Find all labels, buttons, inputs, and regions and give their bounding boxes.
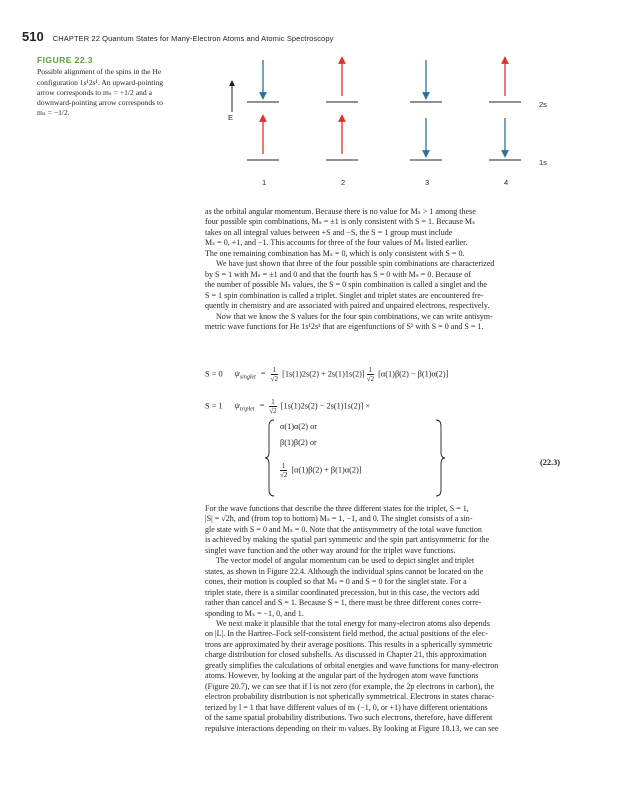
text-line: |S| = √2ħ, and (from top to bottom) Mₛ = 1, −1, and 0. The singlet consists of a sin-: [205, 514, 473, 524]
text-line: as the orbital angular momentum. Because there is no value for Mₛ > 1 among these: [205, 207, 476, 216]
text-line: of the same spatial probability distributions. Two such electrons, therefore, have different: [205, 713, 493, 723]
spatial-part: [1s(1)2s(2) − 2s(1)1s(2)] ×: [280, 401, 371, 411]
text-line: Mₛ = 0, +1, and −1. This accounts for three of the four values of Mₛ listed earlier.: [205, 238, 468, 248]
psi-symbol: ψ: [234, 369, 240, 379]
text-line: gle state with S = 0 and Mₛ = 0. Note that the antisymmetry of the total wave function: [205, 524, 482, 534]
fraction-numerator: 1: [271, 398, 275, 406]
singlet-equation: [205, 366, 448, 383]
text-line: on |L|. In the Hartree–Fock self-consistent field method, the actual positions of the elec-: [205, 629, 488, 639]
fraction-denominator: √2: [269, 407, 277, 415]
caption-line: Possible alignment of the spins in the He: [37, 67, 162, 77]
spin-function-down-down: β(1)β(2) or: [280, 438, 317, 447]
equation-number: (22.3): [540, 458, 561, 467]
energy-axis-label: E: [228, 113, 234, 122]
spin-symmetric-combination: [α(1)β(2) + β(1)α(2)]: [291, 465, 362, 475]
level-label-1s: 1s: [539, 158, 547, 167]
caption-line: downward-pointing arrow corresponds to: [37, 98, 163, 108]
text-line: takes on all integral values between +S and −S, the S = 1 group must include: [205, 227, 453, 237]
config-number-3: 3: [425, 178, 430, 187]
text-line: We next make it plausible that the total energy for many-electron atoms also depends: [216, 618, 490, 628]
text-line: by S = 1 with Mₛ = ±1 and 0 and that the fourth has S = 0 with Mₛ = 0. Because of: [205, 269, 471, 279]
text-line: (Figure 20.7), we can see that if l is not zero (for example, the 2p electrons in carbon), the: [205, 681, 495, 691]
normalization-fraction: [269, 398, 276, 415]
spatial-part: [1s(1)2s(2) + 2s(1)1s(2)]: [282, 369, 365, 379]
text-line: is achieved by making the spatial part symmetric and the spin part antisymmetric for the: [205, 535, 490, 545]
psi-subscript: singlet: [239, 375, 256, 382]
spin-diagram-graphic: [215, 50, 575, 200]
text-line: electron probability distribution is not spherically symmetrical. Electrons in states charac-: [205, 692, 495, 702]
psi-symbol: ψ: [234, 401, 240, 411]
text-line: For the wave functions that describe the three different states for the triplet, S = 1,: [205, 504, 469, 513]
normalization-fraction: [280, 462, 287, 479]
text-line: metric wave functions for He 1s¹2s¹ that are eigenfunctions of S² with S = 0 and S = 1.: [205, 321, 484, 331]
spin-function-up-up: α(1)α(2) or: [280, 422, 318, 431]
text-line: cones, their motion is coupled so that Mₛ = 0 and S = 0 for the singlet state. For a: [205, 577, 467, 587]
running-header: [22, 29, 333, 45]
text-line: the number of possible Mₛ values, the S = 0 spin combination is called a singlet and the: [205, 280, 487, 290]
normalization-fraction: [367, 366, 374, 383]
fraction-denominator: √2: [366, 375, 375, 383]
spin-function-mixed: [280, 462, 362, 479]
triplet-label: S = 1: [205, 401, 223, 411]
triplet-equation: [205, 398, 370, 415]
paragraph-1: [205, 207, 571, 332]
text-line: The vector model of angular momentum can be used to depict singlet and triplet: [216, 556, 475, 566]
triplet-spin-functions: [264, 418, 554, 498]
text-line: terized by l = 1 that have different values of mₗ (−1, 0, or +1) have different orientations: [205, 702, 488, 712]
text-line: quently in chemistry and are associated with paired and unpaired electrons, respectively.: [205, 301, 490, 311]
caption-line: configuration 1s¹2s¹. An upward-pointing: [37, 77, 164, 87]
text-line: repulsive interactions depending on their mₗ values. By looking at Figure 18.13, we can see: [205, 723, 499, 733]
page-number: 510: [22, 29, 44, 44]
config-number-2: 2: [341, 178, 346, 187]
text-line: We have just shown that three of the four possible spin combinations are characterized: [216, 259, 495, 269]
text-line: The one remaining combination has Mₛ = 0, which is only consistent with S = 0.: [205, 248, 465, 258]
spin-diagram: [215, 50, 575, 200]
equals-sign: =: [260, 369, 266, 379]
fraction-numerator: 1: [368, 366, 373, 374]
text-line: four possible spin combinations, Mₛ = ±1 is only consistent with S = 1. Because Mₛ: [205, 217, 476, 227]
figure-label: FIGURE 22.3: [37, 55, 93, 65]
text-line: atoms. However, by looking at the angular part of the hydrogen atom wave functions: [205, 671, 479, 681]
text-line: sponding to Mₛ = −1, 0, and 1.: [205, 608, 304, 618]
config-number-1: 1: [262, 178, 267, 187]
fraction-numerator: 1: [272, 366, 277, 374]
text-line: greatly simplifies the calculations of orbital energies and wave functions for many-electron: [205, 660, 499, 670]
text-line: states, as shown in Figure 22.4. Although the individual spins cannot be located on the: [205, 566, 484, 576]
caption-line: mₛ = −1/2.: [37, 108, 70, 118]
fraction-denominator: √2: [280, 471, 288, 479]
running-title: CHAPTER 22 Quantum States for Many-Electron Atoms and Atomic Spectroscopy: [52, 34, 334, 43]
config-number-4: 4: [504, 178, 509, 187]
level-label-2s: 2s: [539, 100, 547, 109]
text-line: Now that we know the S values for the four spin combinations, we can write antisym-: [216, 311, 493, 321]
text-line: trons are approximated by their average positions. This results in a spherically symmetric: [205, 639, 493, 649]
equals-sign: =: [259, 401, 265, 411]
caption-line: arrow corresponds to mₛ = +1/2 and a: [37, 87, 152, 97]
text-line: rather than cancel and S = 1. Because S = 1, there must be three different cones corre-: [205, 598, 482, 608]
figure-caption: [37, 55, 212, 119]
text-line: singlet wave function and the other way around for the triplet wave functions.: [205, 545, 456, 555]
spin-part: [α(1)β(2) − β(1)α(2)]: [378, 369, 449, 379]
text-line: S = 1 spin combination is called a triplet. Singlet and triplet states are encountered fre-: [205, 290, 484, 300]
psi-subscript: triplet: [239, 407, 255, 414]
normalization-fraction: [271, 366, 278, 383]
fraction-numerator: 1: [281, 462, 286, 470]
text-line: triplet state, there is a similar coordinated precession, but in this case, the vectors add: [205, 587, 480, 597]
text-line: charge distribution for closed subshells. As discussed in Chapter 21, this approximation: [205, 650, 487, 660]
fraction-denominator: √2: [270, 375, 279, 383]
singlet-label: S = 0: [205, 369, 223, 379]
paragraph-4-6: [205, 504, 571, 734]
